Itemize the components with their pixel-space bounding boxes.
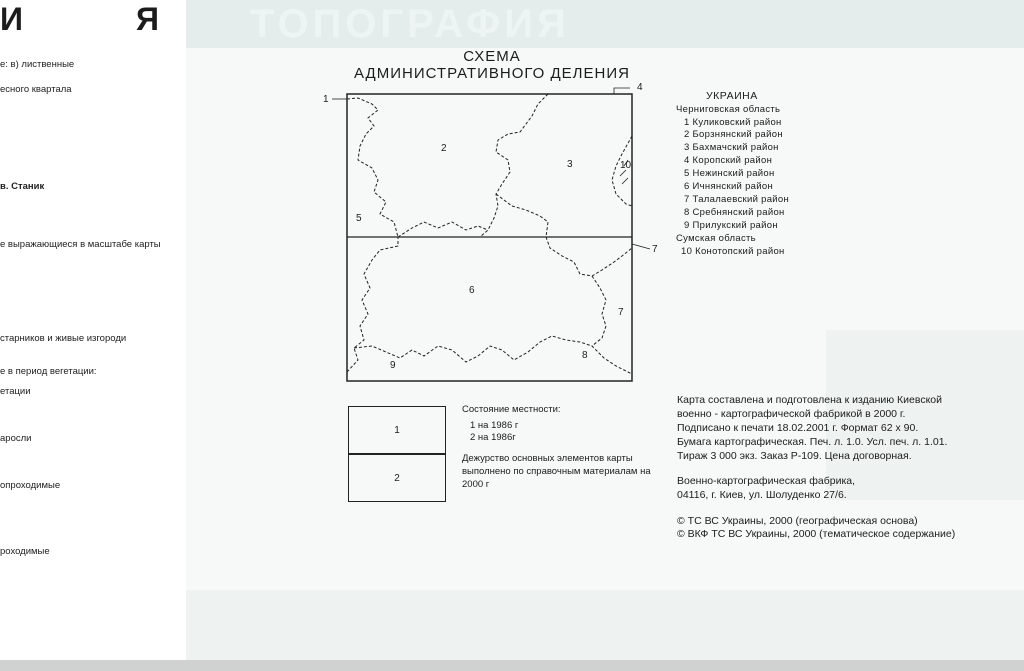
legend-fragment: е выражающиеся в масштабе карты bbox=[0, 239, 161, 250]
state-box-2: 2 bbox=[348, 454, 446, 502]
district-label: 4 bbox=[637, 82, 643, 93]
scheme-title-line: АДМИНИСТРАТИВНОГО ДЕЛЕНИЯ bbox=[354, 65, 630, 82]
district-item: 5 Нежинский район bbox=[684, 168, 775, 179]
left-header-letter: И bbox=[0, 1, 23, 37]
publication-line: Подписано к печати 18.02.2001 г. Формат 62 x 90. bbox=[677, 422, 919, 434]
district-label: 1 bbox=[323, 94, 329, 105]
district-item: 8 Сребнянский район bbox=[684, 207, 785, 218]
state-row: 1 на 1986 г bbox=[470, 420, 519, 431]
copyright-line: © ВКФ ТС ВС Украины, 2000 (тематическое содержание) bbox=[677, 528, 956, 540]
legend-fragment: ароcли bbox=[0, 433, 32, 444]
district-item: 2 Борзнянский район bbox=[684, 129, 783, 140]
state-row: 2 на 1986г bbox=[470, 432, 516, 443]
publication-line: Военно-картографическая фабрика, bbox=[677, 475, 856, 487]
district-item: 7 Талалаевский район bbox=[684, 194, 790, 205]
legend-fragment: роходимые bbox=[0, 546, 50, 557]
state-title: Состояние местности: bbox=[462, 404, 561, 415]
district-label: 7 bbox=[652, 244, 658, 255]
oblast-name: Сумская область bbox=[676, 233, 756, 244]
district-item: 9 Прилукский район bbox=[684, 220, 778, 231]
district-label: 8 bbox=[582, 350, 588, 361]
boundary-1-5 bbox=[347, 98, 398, 237]
district-label: 10 bbox=[620, 160, 632, 171]
duty-note: Дежурство основных элементов карты выполнено по справочным материалам на 2000 г bbox=[462, 453, 651, 490]
leader-line bbox=[614, 88, 630, 94]
boundary-3-10 bbox=[612, 136, 632, 206]
left-header-letter: Я bbox=[136, 1, 159, 37]
district-item: 10 Конотопский район bbox=[681, 246, 785, 257]
district-label: 7 bbox=[618, 307, 624, 318]
boundary-6-9 bbox=[347, 237, 398, 372]
scheme-title-line: СХЕМА bbox=[463, 48, 521, 65]
legend-fragment: е: в) лиственные bbox=[0, 59, 75, 70]
district-label: 5 bbox=[356, 213, 362, 224]
district-label: 6 bbox=[469, 285, 475, 296]
boundary-6-8 bbox=[354, 336, 592, 362]
boundary-3 bbox=[496, 194, 548, 237]
boundary-6-7 bbox=[546, 237, 632, 276]
legend-fragment: есного квартала bbox=[0, 84, 72, 95]
state-box-1: 1 bbox=[348, 406, 446, 454]
district-label: 2 bbox=[441, 143, 447, 154]
district-item: 6 Ичнянский район bbox=[684, 181, 773, 192]
publication-line: Бумага картографическая. Печ. л. 1.0. Усл. печ. л. 1.01. bbox=[677, 436, 948, 448]
legend-fragment: опроходимые bbox=[0, 480, 61, 491]
legend-fragment: етации bbox=[0, 386, 31, 397]
copyright-line: © ТС ВС Украины, 2000 (географическая основа) bbox=[677, 515, 918, 527]
district-item: 4 Коропский район bbox=[684, 155, 773, 166]
legend-fragment: в. Станик bbox=[0, 181, 45, 192]
legend-fragment: е в период вегетации: bbox=[0, 366, 97, 377]
district-label: 3 bbox=[567, 159, 573, 170]
leader-line bbox=[632, 244, 650, 249]
background-heading: ТОПОГРАФИЯ bbox=[250, 2, 570, 46]
district-label: 9 bbox=[390, 360, 396, 371]
legend-fragment: старников и живые изгороди bbox=[0, 333, 127, 344]
publication-line: Карта составлена и подготовлена к изданию Киевской bbox=[677, 394, 942, 406]
oblast-name: Черниговская область bbox=[676, 104, 781, 115]
boundary-7-8 bbox=[592, 276, 632, 374]
publication-line: Тираж 3 000 экз. Заказ Р-109. Цена договорная. bbox=[677, 450, 912, 462]
district-item: 1 Куликовский район bbox=[684, 117, 782, 128]
country-title: УКРАИНА bbox=[706, 90, 758, 102]
boundary-5-2 bbox=[398, 222, 488, 237]
publication-line: 04116, г. Киев, ул. Шолуденко 27/6. bbox=[677, 489, 847, 501]
district-item: 3 Бахмачский район bbox=[684, 142, 779, 153]
publication-line: военно - картографической фабрикой в 2000 г. bbox=[677, 408, 906, 420]
